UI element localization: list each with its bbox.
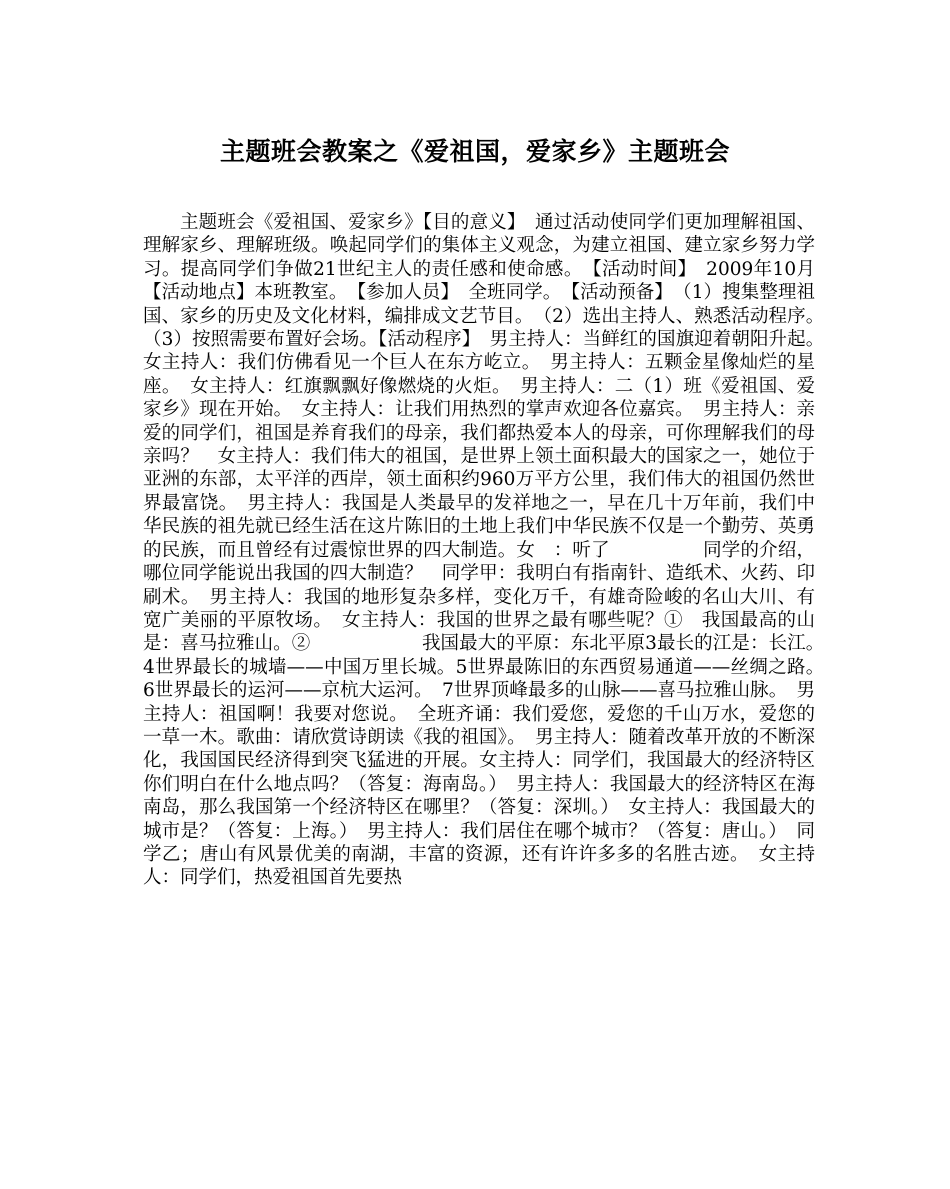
document-body: 主题班会《爱祖国、爱家乡》【目的意义】 通过活动使同学们更加理解祖国、理解家乡、理解班级。唤起同学们的集体主义观念，为建立祖国、建立家乡努力学习。提高同学们争做21世纪主人的责任感和使命感。 【活动时间】 2009年10月 【活动地点】本班教室。 【参加人员】 全班同学。 【活动预备】 （1）搜集整理祖国、家乡的历史及文化材料，编排成文艺节目。 （2）选出主持人、熟悉活动程序。 （3）按照需要布置好会场。【活动程序】 男主持人：当鲜红的国旗迎着朝阳升起。 女主持人：我们仿佛看见一个巨人在东方屹立。 男主持人：五颗金星像灿烂的星座。 女主持人：红旗飘飘好像燃烧的火炬。 男主持人：二（1）班《爱祖国、爱家乡》现在开始。 女主持人：让我们用热烈的掌声欢迎各位嘉宾。 男主持人：亲爱的同学们，祖国是养育我们的母亲，我们都热爱本人的母亲，可你理解我们的母亲吗？ 女主持人：我们伟大的祖国，是世界上领土面积最大的国家之一，她位于亚洲的东部，太平洋的西岸，领土面积约960万平方公里，我们伟大的祖国仍然世界最富饶。 男主持人：我国是人类最早的发祥地之一，早在几十万年前，我们中华民族的祖先就已经生活在这片陈旧的土地上我们中华民族不仅是一个勤劳、英勇的民族，而且曾经有过震惊世界的四大制造。女 ：听了 同学的介绍，哪位同学能说出我国的四大制造？ 同学甲：我明白有指南针、造纸术、火药、印刷术。 男主持人：我国的地形复杂多样，变化万千，有雄奇险峻的名山大川、有宽广美丽的平原牧场。 女主持人：我国的世界之最有哪些呢？① 我国最高的山是：喜马拉雅山。② 我国最大的平原：东北平原3最长的江是：长江。 4世界最长的城墙——中国万里长城。5世界最陈旧的东西贸易通道——丝绸之路。 6世界最长的运河——京杭大运河。 7世界顶峰最多的山脉——喜马拉雅山脉。 男主持人：祖国啊！我要对您说。 全班齐诵：我们爱您，爱您的千山万水，爱您的一草一木。歌曲：请欣赏诗朗读《我的祖国》。 男主持人：随着改革开放的不断深化，我国国民经济得到突飞猛进的开展。女主持人：同学们，我国最大的经济特区你们明白在什么地点吗？（答复：海南岛。） 男主持人：我国最大的经济特区在海南岛，那么我国第一个经济特区在哪里？（答复：深圳。） 女主持人：我国最大的城市是？（答复：上海。） 男主持人：我们居住在哪个城市？（答复：唐山。） 同学乙；唐山有风景优美的南湖，丰富的资源，还有许许多多的名胜古迹。 女主持人：同学们，热爱祖国首先要热 xyxy=(143,212,834,889)
document-title: 主题班会教案之《爱祖国，爱家乡》主题班会 xyxy=(219,137,730,166)
